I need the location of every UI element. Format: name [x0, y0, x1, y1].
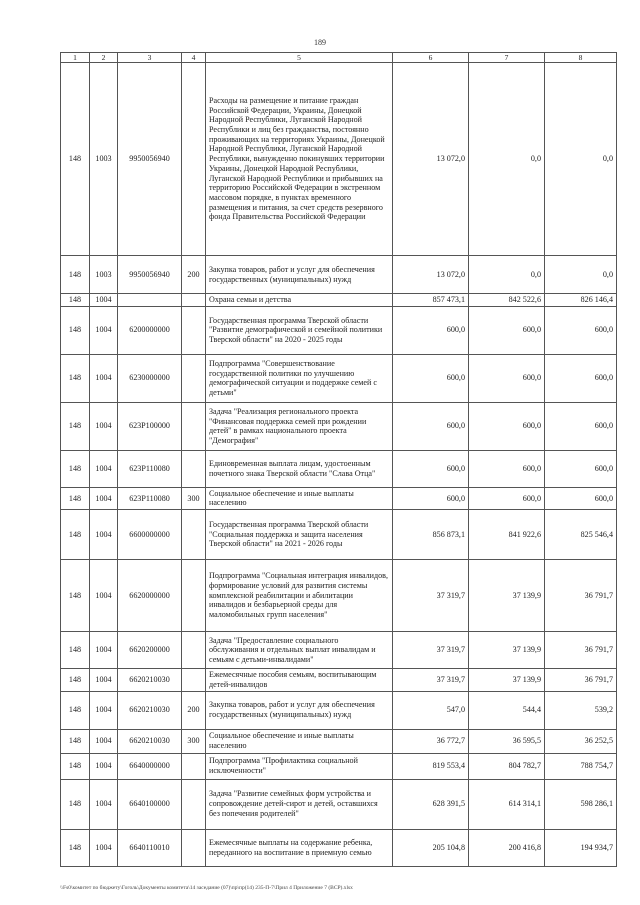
- amount-year-3-cell: 826 146,4: [545, 294, 617, 307]
- amount-year-2-cell: 600,0: [469, 450, 545, 487]
- expense-type-code-cell: [182, 63, 206, 256]
- header-row: [61, 53, 617, 63]
- table-row: [61, 487, 617, 509]
- chapter-code-cell: 148: [61, 256, 90, 294]
- amount-year-1-cell: 600,0: [393, 306, 469, 354]
- expense-type-code-cell: [182, 510, 206, 560]
- table-row: [61, 779, 617, 829]
- amount-year-2-cell: 0,0: [469, 63, 545, 256]
- table-row: [61, 691, 617, 729]
- amount-year-2-cell: 600,0: [469, 354, 545, 402]
- column-header: 2: [90, 53, 118, 63]
- section-code-cell: 1004: [90, 729, 118, 753]
- chapter-code-cell: 148: [61, 829, 90, 866]
- chapter-code-cell: 148: [61, 510, 90, 560]
- amount-year-3-cell: 600,0: [545, 306, 617, 354]
- section-code-cell: 1004: [90, 306, 118, 354]
- table-row: [61, 729, 617, 753]
- expense-type-code-cell: [182, 560, 206, 632]
- description-cell: Задача "Развитие семейных форм устройства и сопровождение детей-сирот и детей, оставшихся без попечения родителей": [206, 779, 393, 829]
- expense-type-code-cell: 200: [182, 256, 206, 294]
- description-cell: Единовременная выплата лицам, удостоенным почетного знака Тверской области "Слава Отца": [206, 450, 393, 487]
- chapter-code-cell: 148: [61, 294, 90, 307]
- target-article-code-cell: 9950056940: [118, 63, 182, 256]
- amount-year-3-cell: 600,0: [545, 354, 617, 402]
- chapter-code-cell: 148: [61, 779, 90, 829]
- section-code-cell: 1004: [90, 669, 118, 691]
- target-article-code-cell: 623P110080: [118, 487, 182, 509]
- table-row: [61, 354, 617, 402]
- section-code-cell: 1003: [90, 63, 118, 256]
- amount-year-3-cell: 36 791,7: [545, 669, 617, 691]
- section-code-cell: 1003: [90, 256, 118, 294]
- amount-year-3-cell: 36 252,5: [545, 729, 617, 753]
- description-cell: Расходы на размещение и питание граждан Российской Федерации, Украины, Донецкой Народной Республики, Луганской Народной Республики и лиц без гражданства, постоянно проживающих на территориях Украины, Донецкой Народной Республики, Луганской Народной Республики, вынужденно покинувших территории Украины, Донецкой Народной Республики, Луганской Народной Республики и прибывших на территорию Российской Федерации в экстренном массовом порядке, в пунктах временного размещения и питания, за счет средств резервного фонда Правительства Российской Федерации: [206, 63, 393, 256]
- column-header: 5: [206, 53, 393, 63]
- budget-table: [60, 52, 617, 867]
- chapter-code-cell: 148: [61, 669, 90, 691]
- amount-year-2-cell: 200 416,8: [469, 829, 545, 866]
- table-row: [61, 829, 617, 866]
- section-code-cell: 1004: [90, 510, 118, 560]
- expense-type-code-cell: [182, 306, 206, 354]
- amount-year-1-cell: 600,0: [393, 354, 469, 402]
- target-article-code-cell: 9950056940: [118, 256, 182, 294]
- table-row: [61, 256, 617, 294]
- chapter-code-cell: 148: [61, 729, 90, 753]
- amount-year-1-cell: 819 553,4: [393, 753, 469, 779]
- amount-year-3-cell: 0,0: [545, 63, 617, 256]
- section-code-cell: 1004: [90, 560, 118, 632]
- column-header: 3: [118, 53, 182, 63]
- amount-year-1-cell: 547,0: [393, 691, 469, 729]
- table-row: [61, 753, 617, 779]
- section-code-cell: 1004: [90, 294, 118, 307]
- amount-year-1-cell: 600,0: [393, 402, 469, 450]
- amount-year-1-cell: 600,0: [393, 487, 469, 509]
- amount-year-3-cell: 600,0: [545, 402, 617, 450]
- chapter-code-cell: 148: [61, 560, 90, 632]
- amount-year-1-cell: 36 772,7: [393, 729, 469, 753]
- target-article-code-cell: 6640100000: [118, 779, 182, 829]
- amount-year-1-cell: 600,0: [393, 450, 469, 487]
- amount-year-1-cell: 37 319,7: [393, 560, 469, 632]
- amount-year-2-cell: 600,0: [469, 487, 545, 509]
- expense-type-code-cell: [182, 829, 206, 866]
- table-row: [61, 560, 617, 632]
- target-article-code-cell: [118, 294, 182, 307]
- expense-type-code-cell: [182, 669, 206, 691]
- description-cell: Ежемесячные выплаты на содержание ребенка, переданного на воспитание в приемную семью: [206, 829, 393, 866]
- expense-type-code-cell: [182, 354, 206, 402]
- chapter-code-cell: 148: [61, 487, 90, 509]
- description-cell: Социальное обеспечение и иные выплаты населению: [206, 729, 393, 753]
- description-cell: Охрана семьи и детства: [206, 294, 393, 307]
- amount-year-1-cell: 37 319,7: [393, 669, 469, 691]
- section-code-cell: 1004: [90, 354, 118, 402]
- amount-year-3-cell: 539,2: [545, 691, 617, 729]
- amount-year-3-cell: 598 286,1: [545, 779, 617, 829]
- target-article-code-cell: 6640110010: [118, 829, 182, 866]
- target-article-code-cell: 6620000000: [118, 560, 182, 632]
- description-cell: Подпрограмма "Совершенствование государственной политики по улучшению демографической ситуации и поддержке семей с детьми": [206, 354, 393, 402]
- column-header: 6: [393, 53, 469, 63]
- amount-year-3-cell: 0,0: [545, 256, 617, 294]
- column-header: 4: [182, 53, 206, 63]
- target-article-code-cell: 6620200000: [118, 632, 182, 669]
- target-article-code-cell: 6200000000: [118, 306, 182, 354]
- table-row: [61, 510, 617, 560]
- amount-year-3-cell: 194 934,7: [545, 829, 617, 866]
- description-cell: Закупка товаров, работ и услуг для обеспечения государственных (муниципальных) нужд: [206, 256, 393, 294]
- chapter-code-cell: 148: [61, 306, 90, 354]
- target-article-code-cell: 6640000000: [118, 753, 182, 779]
- table-row: [61, 306, 617, 354]
- target-article-code-cell: 6620210030: [118, 729, 182, 753]
- section-code-cell: 1004: [90, 450, 118, 487]
- amount-year-2-cell: 0,0: [469, 256, 545, 294]
- amount-year-2-cell: 544,4: [469, 691, 545, 729]
- expense-type-code-cell: [182, 450, 206, 487]
- amount-year-3-cell: 36 791,7: [545, 560, 617, 632]
- table-row: [61, 632, 617, 669]
- description-cell: Социальное обеспечение и иные выплаты населению: [206, 487, 393, 509]
- amount-year-1-cell: 13 072,0: [393, 256, 469, 294]
- amount-year-1-cell: 628 391,5: [393, 779, 469, 829]
- table-row: [61, 450, 617, 487]
- target-article-code-cell: 623P100000: [118, 402, 182, 450]
- expense-type-code-cell: [182, 632, 206, 669]
- amount-year-3-cell: 600,0: [545, 450, 617, 487]
- amount-year-3-cell: 600,0: [545, 487, 617, 509]
- section-code-cell: 1004: [90, 753, 118, 779]
- column-header: 1: [61, 53, 90, 63]
- target-article-code-cell: 6600000000: [118, 510, 182, 560]
- expense-type-code-cell: [182, 294, 206, 307]
- chapter-code-cell: 148: [61, 691, 90, 729]
- amount-year-2-cell: 804 782,7: [469, 753, 545, 779]
- chapter-code-cell: 148: [61, 450, 90, 487]
- target-article-code-cell: 6230000000: [118, 354, 182, 402]
- expense-type-code-cell: [182, 402, 206, 450]
- chapter-code-cell: 148: [61, 753, 90, 779]
- footer-file-path: \\Fs0\комитет по бюджету\Гоголь\Документы комитета\14 заседание (07)\пр\пр(14) 235-П-7\Прил 4 Приложение 7 (ВСР).xlsx: [60, 885, 353, 891]
- target-article-code-cell: 6620210030: [118, 691, 182, 729]
- amount-year-2-cell: 600,0: [469, 402, 545, 450]
- amount-year-1-cell: 13 072,0: [393, 63, 469, 256]
- amount-year-2-cell: 37 139,9: [469, 560, 545, 632]
- target-article-code-cell: 6620210030: [118, 669, 182, 691]
- chapter-code-cell: 148: [61, 354, 90, 402]
- amount-year-1-cell: 857 473,1: [393, 294, 469, 307]
- section-code-cell: 1004: [90, 829, 118, 866]
- amount-year-1-cell: 856 873,1: [393, 510, 469, 560]
- amount-year-2-cell: 842 522,6: [469, 294, 545, 307]
- description-cell: Ежемесячные пособия семьям, воспитывающим детей-инвалидов: [206, 669, 393, 691]
- description-cell: Подпрограмма "Профилактика социальной исключенности": [206, 753, 393, 779]
- table-row: [61, 294, 617, 307]
- section-code-cell: 1004: [90, 691, 118, 729]
- column-header: 7: [469, 53, 545, 63]
- amount-year-2-cell: 614 314,1: [469, 779, 545, 829]
- amount-year-2-cell: 841 922,6: [469, 510, 545, 560]
- expense-type-code-cell: [182, 753, 206, 779]
- expense-type-code-cell: 200: [182, 691, 206, 729]
- chapter-code-cell: 148: [61, 63, 90, 256]
- description-cell: Задача "Реализация регионального проекта "Финансовая поддержка семей при рождении детей" в рамках национального проекта "Демография": [206, 402, 393, 450]
- table-row: [61, 669, 617, 691]
- description-cell: Государственная программа Тверской области "Социальная поддержка и защита населения Тверской области" на 2021 - 2026 годы: [206, 510, 393, 560]
- section-code-cell: 1004: [90, 487, 118, 509]
- expense-type-code-cell: 300: [182, 729, 206, 753]
- table-row: [61, 402, 617, 450]
- section-code-cell: 1004: [90, 779, 118, 829]
- chapter-code-cell: 148: [61, 402, 90, 450]
- amount-year-1-cell: 205 104,8: [393, 829, 469, 866]
- description-cell: Государственная программа Тверской области "Развитие демографической и семейной политики Тверской области" на 2020 - 2025 годы: [206, 306, 393, 354]
- section-code-cell: 1004: [90, 402, 118, 450]
- chapter-code-cell: 148: [61, 632, 90, 669]
- page-number: 189: [314, 38, 326, 47]
- expense-type-code-cell: 300: [182, 487, 206, 509]
- amount-year-3-cell: 36 791,7: [545, 632, 617, 669]
- amount-year-2-cell: 36 595,5: [469, 729, 545, 753]
- description-cell: Подпрограмма "Социальная интеграция инвалидов, формирование условий для развития системы комплексной реабилитации и абилитации инвалидов и безбарьерной среды для маломобильных групп населения": [206, 560, 393, 632]
- amount-year-2-cell: 37 139,9: [469, 632, 545, 669]
- amount-year-2-cell: 600,0: [469, 306, 545, 354]
- description-cell: Закупка товаров, работ и услуг для обеспечения государственных (муниципальных) нужд: [206, 691, 393, 729]
- amount-year-1-cell: 37 319,7: [393, 632, 469, 669]
- amount-year-3-cell: 825 546,4: [545, 510, 617, 560]
- section-code-cell: 1004: [90, 632, 118, 669]
- amount-year-3-cell: 788 754,7: [545, 753, 617, 779]
- column-header: 8: [545, 53, 617, 63]
- description-cell: Задача "Предоставление социального обслуживания и отдельных выплат инвалидам и семьям с детьми-инвалидами": [206, 632, 393, 669]
- expense-type-code-cell: [182, 779, 206, 829]
- amount-year-2-cell: 37 139,9: [469, 669, 545, 691]
- target-article-code-cell: 623P110080: [118, 450, 182, 487]
- table-row: [61, 63, 617, 256]
